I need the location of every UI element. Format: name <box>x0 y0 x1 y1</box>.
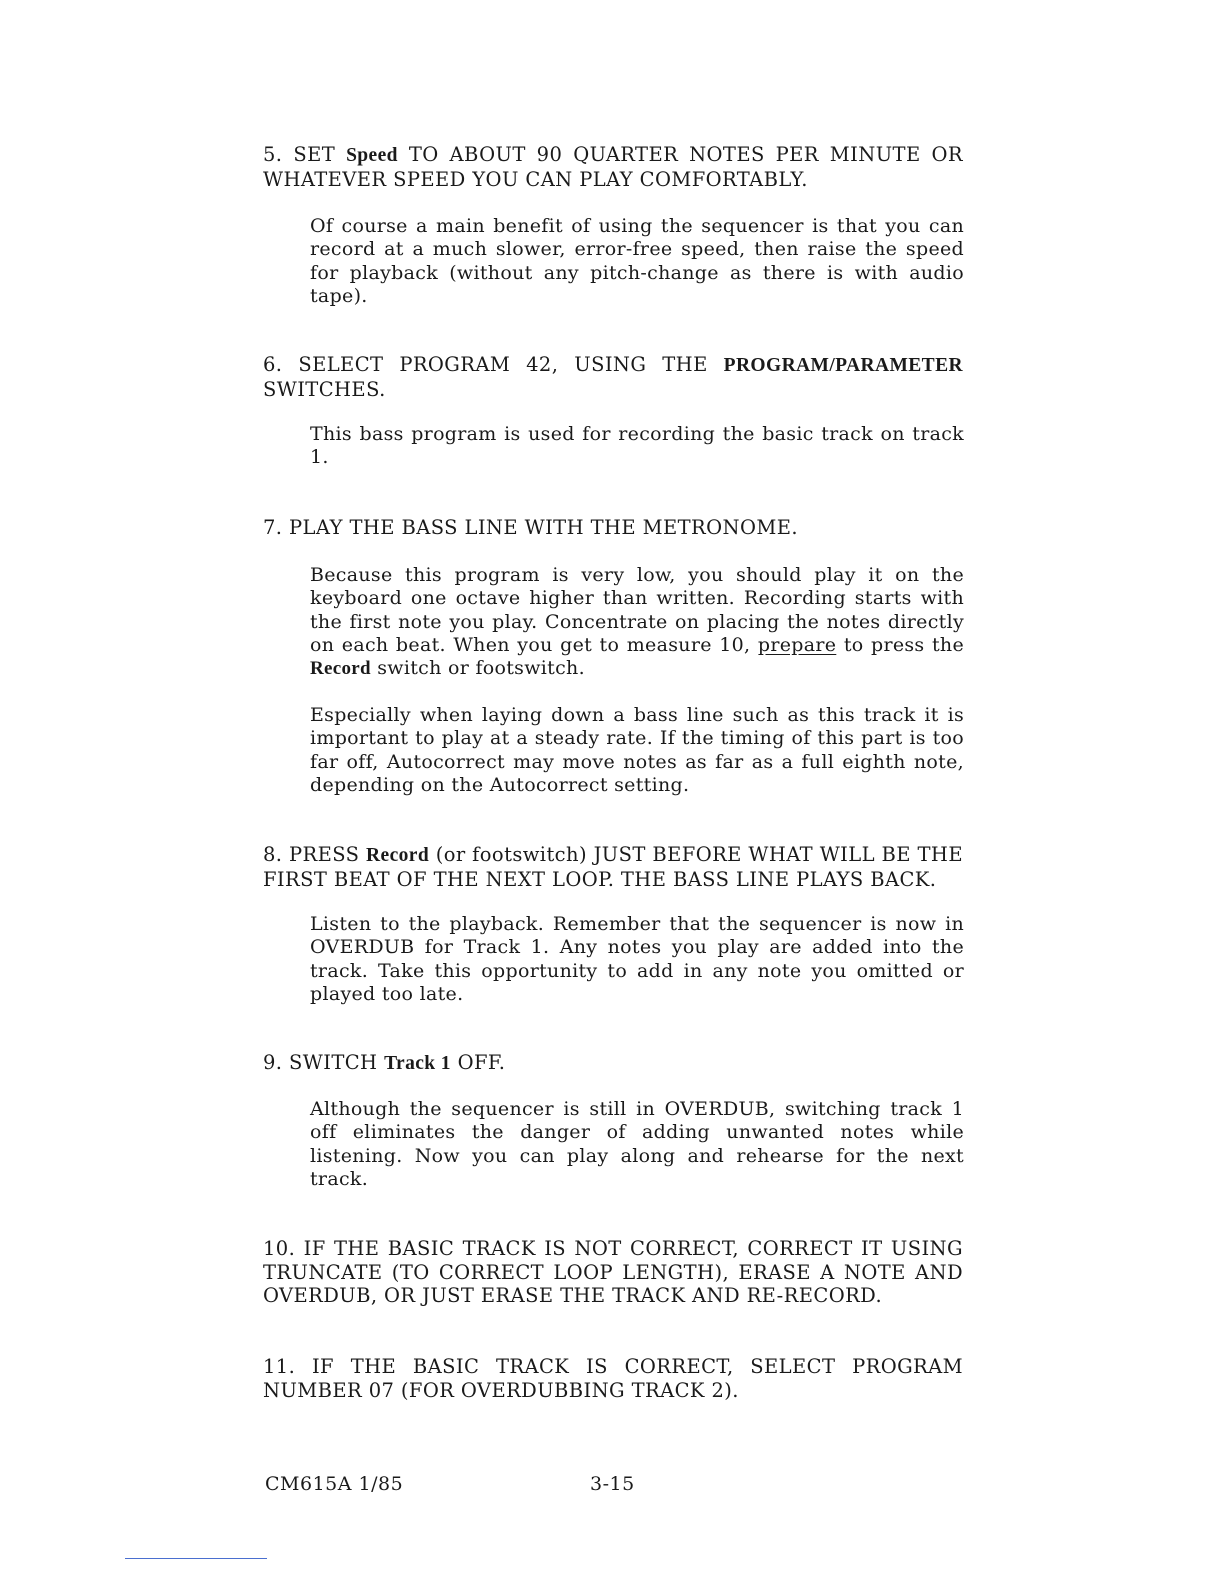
step-6-number: 6. <box>263 353 283 376</box>
step-5-heading <box>263 143 963 191</box>
bottom-rule <box>125 1558 267 1559</box>
step-10-number: 10. <box>263 1237 296 1260</box>
step-8-keyword: Record <box>366 845 430 866</box>
step-7-number: 7. <box>263 516 283 539</box>
step-6-keyword: PROGRAM/PARAMETER <box>723 355 963 376</box>
step-6-post: SWITCHES. <box>263 377 386 401</box>
step-7-note-1-b: to press the <box>843 633 965 656</box>
step-7-heading <box>263 516 963 540</box>
step-6-note-text: This bass program is used for recording the basic track on track 1. <box>310 423 964 469</box>
step-7-note-2-text: Especially when laying down a bass line such as this track it is important to play at a steady rate. If the timing of this part is too far off, Autocorrect may move notes as far as a full eighth note, depending on the Autocorrect setting. <box>310 704 964 796</box>
step-8-heading <box>263 843 963 891</box>
step-7-note-2 <box>310 704 964 797</box>
step-8-number: 8. <box>263 843 283 866</box>
step-5-pre: SET <box>293 143 336 166</box>
step-7-text: PLAY THE BASS LINE WITH THE METRONOME. <box>289 516 798 539</box>
step-5-number: 5. <box>263 143 283 166</box>
step-7-note-1-a: Because this program is very low, you should play it on the keyboard one octave higher than written. Recording starts with the first note you play. Concentrate on placing the notes directly on each beat. When you get to measure 10, <box>310 564 964 656</box>
step-7-note-1-c: switch or footswitch. <box>377 657 585 680</box>
step-9-note-text: Although the sequencer is still in OVERDUB, switching track 1 off eliminates the danger of adding unwanted notes while listening. Now you can play along and rehearse for the next track. <box>310 1098 964 1190</box>
step-7-note-1-keyword: Record <box>310 658 371 680</box>
step-7-note-1-underlined: prepare <box>757 633 837 656</box>
step-9-note <box>310 1098 964 1191</box>
step-8-note <box>310 913 964 1006</box>
step-9-post: OFF. <box>457 1051 506 1074</box>
step-11-heading <box>263 1355 963 1402</box>
step-8-pre: PRESS <box>289 843 360 866</box>
step-10-heading <box>263 1237 963 1308</box>
step-5-note-text: Of course a main benefit of using the sequencer is that you can record at a much slower, error-free speed, then raise the speed for playback (without any pitch-change as there is with audio tape). <box>310 215 964 307</box>
footer-document-code: CM615A 1/85 <box>265 1473 404 1495</box>
step-6-heading <box>263 353 963 401</box>
step-9-number: 9. <box>263 1051 283 1074</box>
step-8-note-text: Listen to the playback. Remember that the sequencer is now in OVERDUB for Track 1. Any notes you play are added into the track. Take this opportunity to add in any note you omitted or played too late. <box>310 913 964 1005</box>
step-6-note <box>310 423 964 470</box>
step-8-post: (or footswitch) JUST BEFORE WHAT WILL BE THE FIRST BEAT OF THE NEXT LOOP. THE BASS LINE PLAYS BACK. <box>263 843 963 891</box>
step-9-pre: SWITCH <box>289 1051 378 1074</box>
step-6-pre: SELECT PROGRAM 42, USING THE <box>298 353 708 376</box>
step-9-heading <box>263 1051 963 1076</box>
step-5-keyword: Speed <box>346 145 398 166</box>
step-7-note-1 <box>310 564 964 680</box>
step-10-text: IF THE BASIC TRACK IS NOT CORRECT, CORRECT IT USING TRUNCATE (TO CORRECT LOOP LENGTH), ERASE A NOTE AND OVERDUB, OR JUST ERASE THE TRACK AND RE-RECORD. <box>263 1237 963 1307</box>
step-11-text: IF THE BASIC TRACK IS CORRECT, SELECT PROGRAM NUMBER 07 (FOR OVERDUBBING TRACK 2). <box>263 1355 963 1402</box>
step-5-post: TO ABOUT 90 QUARTER NOTES PER MINUTE OR WHATEVER SPEED YOU CAN PLAY COMFORTABLY. <box>263 143 963 191</box>
step-11-number: 11. <box>263 1355 296 1378</box>
footer-page-number: 3-15 <box>590 1473 635 1495</box>
step-5-note <box>310 215 964 308</box>
step-9-keyword: Track 1 <box>384 1053 451 1074</box>
